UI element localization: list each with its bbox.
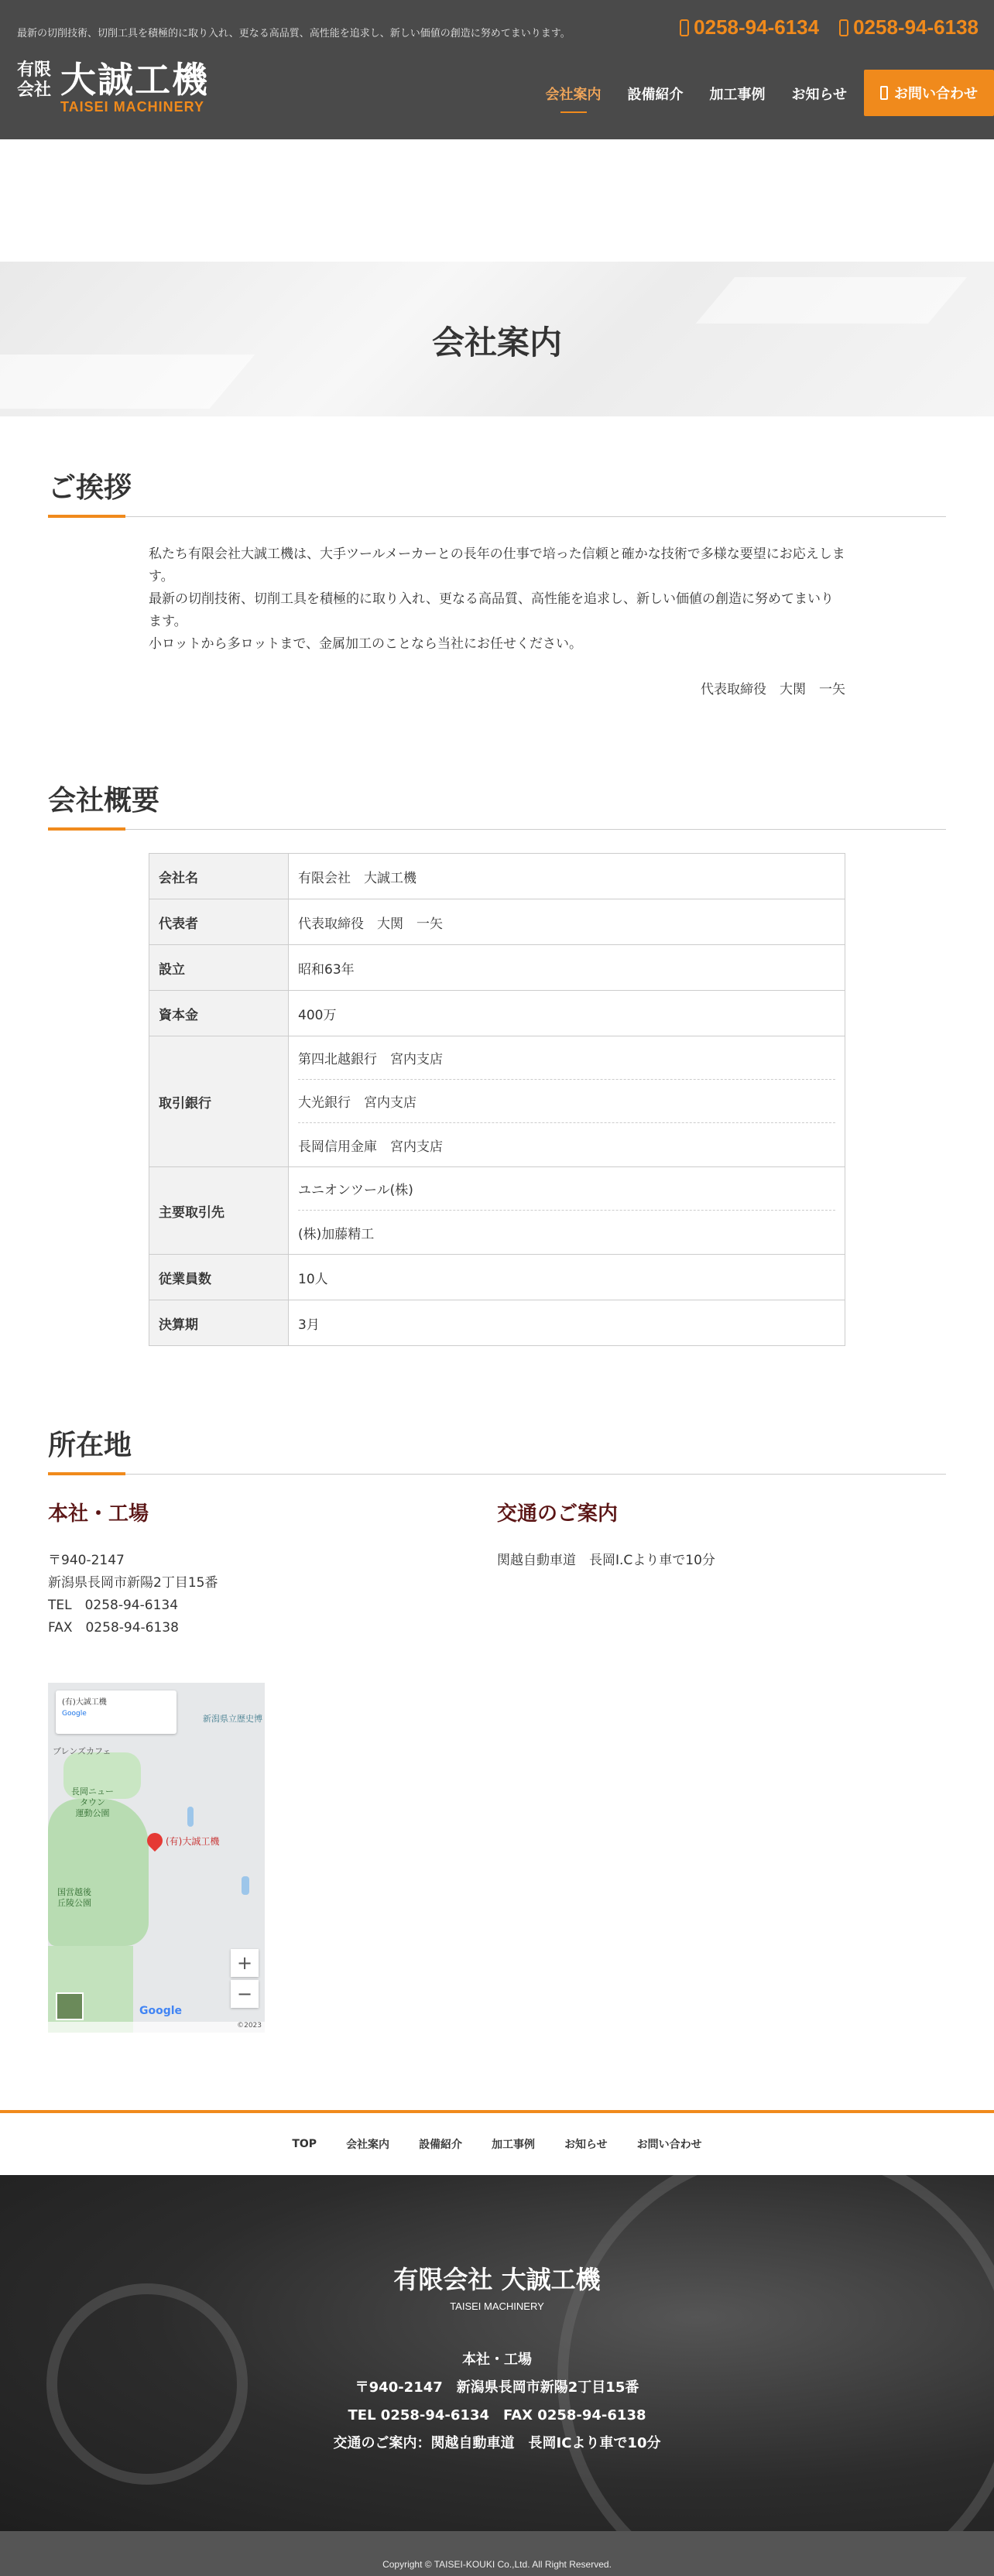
table-row xyxy=(149,1036,845,1167)
footer-info-line: TEL 0258-94-6134 FAX 0258-94-6138 xyxy=(348,2407,646,2424)
page-title: 会社案内 xyxy=(431,324,562,361)
map-poi-line: 長岡ニュー xyxy=(71,1786,114,1797)
row-label: 資本金 xyxy=(149,991,289,1036)
logo-kind-line: 会社 xyxy=(17,80,52,100)
row-label: 取引銀行 xyxy=(149,1036,289,1167)
table-row xyxy=(149,854,845,899)
google-logo: Google xyxy=(139,2005,183,2017)
footer-company-name: 有限会社 大誠工機 xyxy=(393,2265,601,2294)
footer-company-sub: TAISEI MACHINERY xyxy=(450,2300,544,2312)
map-water xyxy=(242,1876,249,1895)
footer-nav-company[interactable]: 会社案内 xyxy=(346,2139,390,2151)
footer-info-line: 〒940-2147 新潟県長岡市新陽2丁目15番 xyxy=(355,2379,639,2396)
main-nav xyxy=(546,84,847,113)
map-layer-toggle[interactable] xyxy=(56,1992,84,2020)
nav-item-cases[interactable]: 加工事例 xyxy=(709,87,766,103)
header-phones xyxy=(680,15,979,39)
row-label: 代表者 xyxy=(149,899,289,945)
map-poi-line: タウン xyxy=(80,1797,105,1807)
footer-nav-top[interactable]: TOP xyxy=(292,2138,317,2150)
map-card-link[interactable]: Google xyxy=(62,1710,87,1718)
row-label: 設立 xyxy=(149,945,289,991)
row-label: 会社名 xyxy=(149,854,289,899)
row-value xyxy=(289,1167,845,1255)
greeting-body xyxy=(149,543,845,701)
map-zoom-in-button[interactable]: + xyxy=(231,1949,259,1977)
logo-name: 大誠工機 xyxy=(60,59,210,101)
logo-kind xyxy=(17,60,51,101)
row-value xyxy=(289,1036,845,1167)
row-value-line: 3月 xyxy=(298,1317,320,1333)
contact-button-label: お問い合わせ xyxy=(894,86,978,102)
access-column xyxy=(497,1498,946,2033)
footer-info-line: 本社・工場 xyxy=(462,2352,532,2368)
row-value xyxy=(289,991,845,1036)
nav-item-company[interactable]: 会社案内 xyxy=(546,84,602,113)
office-address: 新潟県長岡市新陽2丁目15番 xyxy=(48,1575,218,1591)
office-column xyxy=(48,1498,497,2033)
map-poi-park xyxy=(71,1786,114,1819)
map-poi-line: 運動公園 xyxy=(75,1808,110,1818)
table-row xyxy=(149,1300,845,1346)
site-header xyxy=(0,0,994,139)
row-label: 従業員数 xyxy=(149,1255,289,1300)
footer-nav-contact[interactable]: お問い合わせ xyxy=(636,2139,702,2151)
nav-item-news[interactable]: お知らせ xyxy=(791,87,847,103)
row-value-line: 大光銀行 宮内支店 xyxy=(298,1080,835,1123)
row-value-line: 400万 xyxy=(298,1007,337,1023)
greeting-signature: 代表取締役 大関 一矢 xyxy=(701,682,845,697)
greeting-paragraph: 最新の切削技術、切削工具を積極的に取り入れ、更なる高品質、高性能を追求し、新しい価値の創造に努めてまいります。 xyxy=(149,591,835,629)
footer-nav-news[interactable]: お知らせ xyxy=(564,2139,608,2151)
copyright: Copyright © TAISEI-KOUKI Co.,Ltd. All Right Reserved. xyxy=(0,2531,994,2576)
logo-text xyxy=(60,60,209,115)
map-water xyxy=(187,1807,194,1827)
overview-section xyxy=(48,779,946,1346)
contact-button[interactable] xyxy=(864,70,994,116)
access-title: 交通のご案内 xyxy=(497,1502,619,1526)
site-logo[interactable] xyxy=(17,60,209,115)
map-poi-line: 丘陵公園 xyxy=(57,1898,91,1908)
map-poi-line: 国営越後 xyxy=(57,1887,91,1897)
table-row xyxy=(149,899,845,945)
logo-subtitle: TAISEI MACHINERY xyxy=(60,99,205,115)
map-poi-museum: 新潟県立歴史博 xyxy=(203,1714,262,1724)
table-row xyxy=(149,991,845,1036)
row-value xyxy=(289,1255,845,1300)
nav-item-equipment[interactable]: 設備紹介 xyxy=(627,87,684,103)
location-title: 所在地 xyxy=(48,1423,946,1475)
map-poi-park xyxy=(57,1887,91,1909)
row-value-line: (株)加藤精工 xyxy=(298,1226,375,1242)
header-tagline: 最新の切削技術、切削工具を積極的に取り入れ、更なる高品質、高性能を追求し、新しい価値の創造に努めてまいります。 xyxy=(17,28,571,39)
phone-number: 0258-94-6134 xyxy=(694,15,820,39)
office-tel: TEL 0258-94-6134 xyxy=(48,1598,179,1613)
phone-icon xyxy=(839,19,848,36)
footer-nav-equipment[interactable]: 設備紹介 xyxy=(419,2139,463,2151)
row-label: 決算期 xyxy=(149,1300,289,1346)
access-text: 関越自動車道 長岡I.Cより車で10分 xyxy=(497,1553,715,1568)
map-park-area xyxy=(48,1799,149,1946)
map-attribution: ©2023 xyxy=(48,2022,265,2033)
row-value-line: 有限会社 大誠工機 xyxy=(298,870,416,886)
greeting-paragraph: 小ロットから多ロットまで、金属加工のことなら当社にお任せください。 xyxy=(149,636,582,652)
footer-info-line: 交通のご案内：関越自動車道 長岡ICより車で10分 xyxy=(333,2435,661,2451)
location-section xyxy=(48,1423,946,2033)
row-value-line: 昭和63年 xyxy=(298,961,355,978)
page-hero xyxy=(0,262,994,416)
office-fax: FAX 0258-94-6138 xyxy=(48,1620,179,1636)
table-row xyxy=(149,945,845,991)
table-row xyxy=(149,1167,845,1255)
map-place-card[interactable] xyxy=(56,1690,177,1734)
office-title: 本社・工場 xyxy=(48,1502,149,1526)
row-value xyxy=(289,899,845,945)
google-map[interactable] xyxy=(48,1683,265,2033)
row-value xyxy=(289,1300,845,1346)
footer-info xyxy=(0,2346,994,2458)
phone-number: 0258-94-6138 xyxy=(853,15,979,39)
table-row xyxy=(149,1255,845,1300)
row-value-line: ユニオンツール(株) xyxy=(298,1167,835,1211)
row-value-line: 10人 xyxy=(298,1271,328,1287)
row-value xyxy=(289,945,845,991)
logo-kind-line: 有限 xyxy=(17,60,52,80)
site-footer xyxy=(0,2175,994,2531)
greeting-section xyxy=(48,466,946,701)
phone-link-2[interactable] xyxy=(839,15,979,39)
greeting-title: ご挨拶 xyxy=(48,466,946,517)
row-value-line: 第四北越銀行 宮内支店 xyxy=(298,1036,835,1080)
company-info-table xyxy=(149,853,845,1346)
phone-icon xyxy=(680,19,689,36)
map-card-title: (有)大誠工機 xyxy=(62,1698,107,1707)
map-poi-cafe: ブレンズカフェ xyxy=(53,1746,111,1756)
phone-icon xyxy=(880,86,888,100)
map-zoom-out-button[interactable]: − xyxy=(231,1980,259,2008)
row-label: 主要取引先 xyxy=(149,1167,289,1255)
row-value-line: 代表取締役 大関 一矢 xyxy=(298,916,443,932)
footer-nav xyxy=(0,2110,994,2175)
phone-link-1[interactable] xyxy=(680,15,819,39)
footer-nav-cases[interactable]: 加工事例 xyxy=(492,2139,536,2151)
footer-content xyxy=(0,2175,994,2458)
location-columns xyxy=(48,1498,946,2033)
office-postcode: 〒940-2147 xyxy=(48,1553,125,1568)
overview-title: 会社概要 xyxy=(48,779,946,830)
map-pin-label: (有)大誠工機 xyxy=(166,1836,220,1847)
row-value-line: 長岡信用金庫 宮内支店 xyxy=(298,1139,443,1155)
row-value xyxy=(289,854,845,899)
greeting-paragraph: 私たち有限会社大誠工機は、大手ツールメーカーとの長年の仕事で培った信頼と確かな技術で多様な要望にお応えします。 xyxy=(149,546,845,584)
